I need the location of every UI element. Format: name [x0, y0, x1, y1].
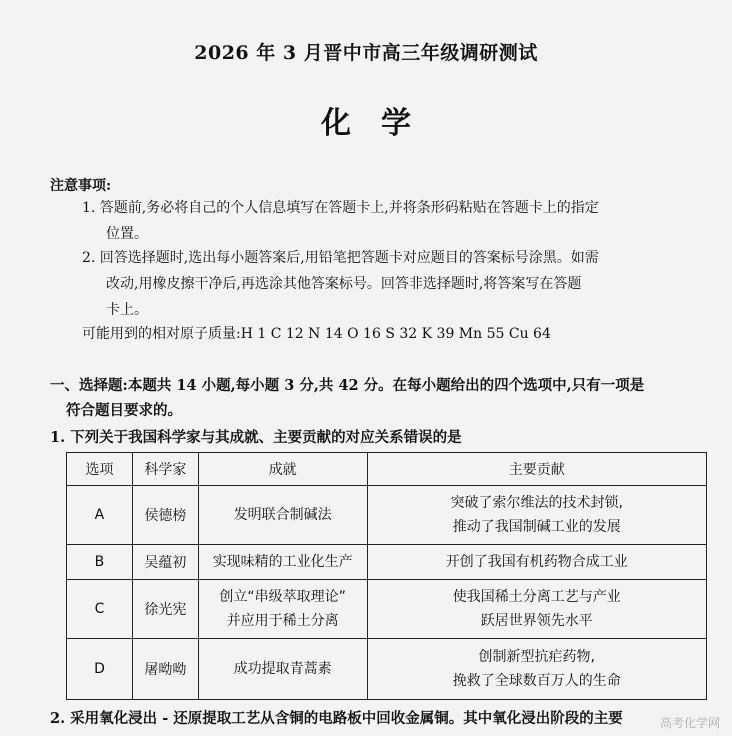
notice-item-1-line-1: 1. 答题前,务必将自己的个人信息填写在答题卡上,并将条形码粘贴在答题卡上的指定: [82, 200, 599, 216]
option-cell: B: [67, 545, 133, 580]
achievement-cell: [198, 486, 367, 545]
header-option: 选项: [67, 453, 133, 486]
option-cell: C: [67, 580, 133, 639]
table-row-c: [67, 580, 707, 639]
achievement-cell: [198, 580, 367, 639]
notice-item-1-line-2: 位置。: [106, 226, 148, 242]
section-line-1: 一、选择题:本题共 14 小题,每小题 3 分,共 42 分。在每小题给出的四个选项中,只有一项是: [50, 377, 645, 394]
achievement-line-2: 并应用于稀土分离: [226, 613, 339, 629]
achievement-line: 实现味精的工业化生产: [212, 554, 353, 570]
table-header-row: [67, 453, 707, 486]
achievement-line: 发明联合制碱法: [233, 507, 332, 523]
contribution-cell: [367, 486, 706, 545]
achievement-line: 成功提取青蒿素: [233, 661, 332, 677]
achievement-line-1: 创立“串级萃取理论”: [219, 589, 346, 605]
contribution-cell: [367, 580, 706, 639]
notice-item-2-line-3: 卡上。: [106, 302, 148, 318]
question-2-stem: 2. 采用氧化浸出 - 还原提取工艺从含铜的电路板中回收金属铜。其中氧化浸出阶段的主要: [50, 710, 623, 727]
section-heading: [50, 373, 710, 423]
contribution-line-1: 创制新型抗疟药物,: [478, 649, 595, 665]
section-line-2: 符合题目要求的。: [66, 402, 182, 419]
notice-item-2-line-1: 2. 回答选择题时,选出每小题答案后,用铅笔把答题卡对应题目的答案标号涂黑。如需: [82, 250, 599, 266]
option-cell: D: [67, 639, 133, 700]
contribution-line-1: 突破了索尔维法的技术封锁,: [450, 495, 623, 511]
contribution-line-1: 使我国稀土分离工艺与产业: [452, 589, 621, 605]
header-achievement: 成就: [198, 453, 367, 486]
contribution-cell: [367, 545, 706, 580]
achievement-cell: [198, 545, 367, 580]
question-1-table: [66, 452, 707, 700]
scientist-cell: 徐光宪: [132, 580, 198, 639]
contribution-line-1: 开创了我国有机药物合成工业: [445, 554, 628, 570]
notice-heading: 注意事项:: [50, 178, 112, 194]
scientist-cell: 侯德榜: [132, 486, 198, 545]
contribution-line-2: 推动了我国制碱工业的发展: [452, 519, 621, 535]
achievement-cell: [198, 639, 367, 700]
atomic-masses: 可能用到的相对原子质量:H 1 C 12 N 14 O 16 S 32 K 39 Mn 55 Cu 64: [82, 326, 551, 342]
contribution-line-2: 挽救了全球数百万人的生命: [452, 673, 621, 689]
header-scientist: 科学家: [132, 453, 198, 486]
question-1-stem: 1. 下列关于我国科学家与其成就、主要贡献的对应关系错误的是: [50, 429, 462, 446]
watermark: 高考化学网: [659, 716, 720, 730]
table-row-d: [67, 639, 707, 700]
scientist-cell: 吴蕴初: [132, 545, 198, 580]
contribution-line-2: 跃居世界领先水平: [480, 613, 593, 629]
subject-title: 化学: [321, 106, 441, 141]
table-row-b: [67, 545, 707, 580]
exam-title: 2026 年 3 月晋中市高三年级调研测试: [194, 42, 538, 64]
option-cell: A: [67, 486, 133, 545]
scientist-cell: 屠呦呦: [132, 639, 198, 700]
contribution-cell: [367, 639, 706, 700]
table-row-a: [67, 486, 707, 545]
header-contribution: 主要贡献: [367, 453, 706, 486]
notice-item-2-line-2: 改动,用橡皮擦干净后,再选涂其他答案标号。回答非选择题时,将答案写在答题: [106, 276, 582, 292]
